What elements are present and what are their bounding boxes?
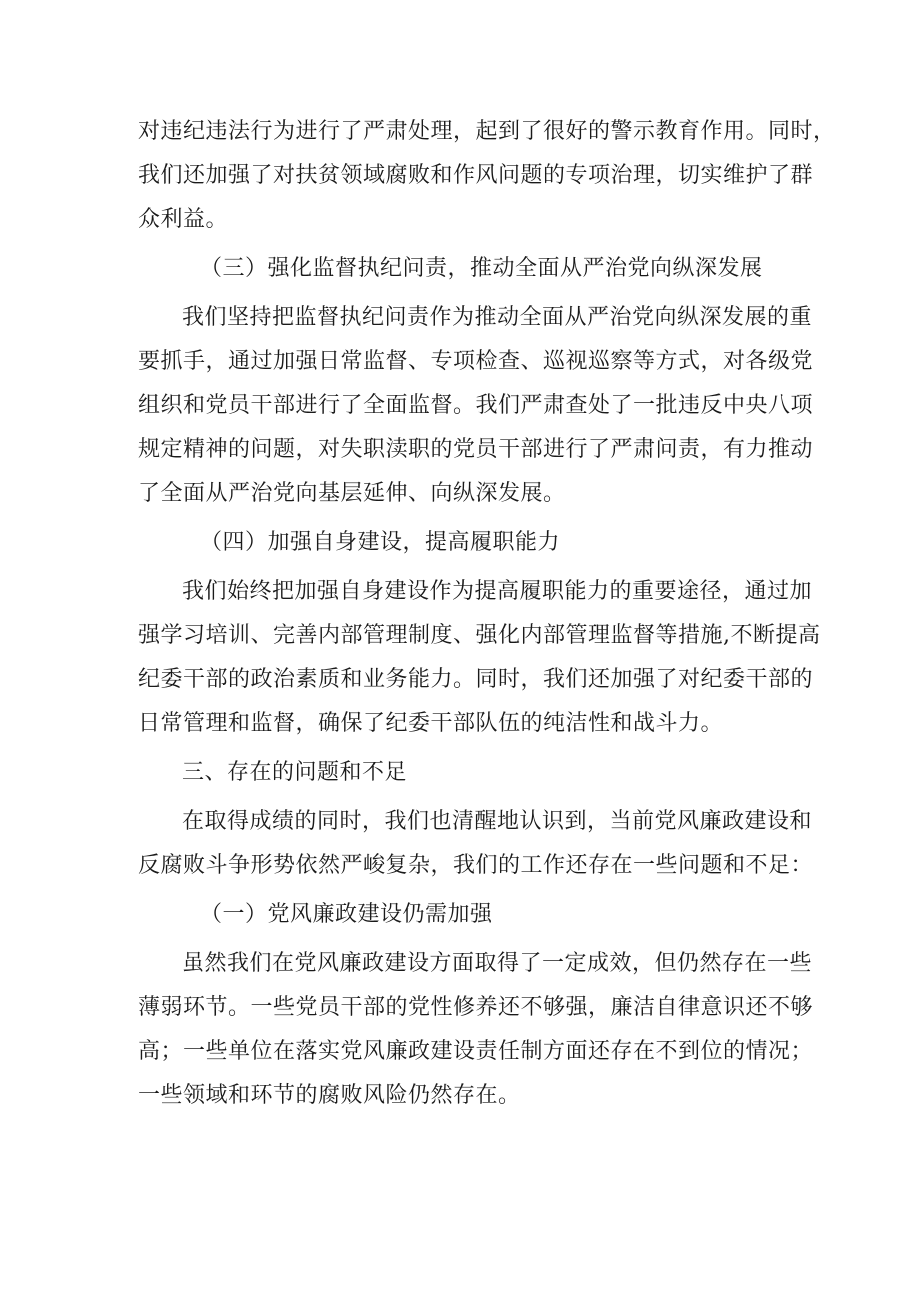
document-body	[138, 110, 836, 1118]
text-line: 我们还加强了对扶贫领域腐败和作风问题的专项治理，切实维护了群	[138, 163, 814, 188]
body-paragraph	[138, 942, 814, 1118]
text-line: 众利益。	[138, 207, 229, 232]
text-line: 对违纪违法行为进行了严肃处理，起到了很好的警示教育作用。同时，	[138, 119, 836, 144]
section-heading	[138, 751, 798, 795]
text-line: 薄弱环节。一些党员干部的党性修养还不够强，廉洁自律意识还不够	[138, 995, 814, 1020]
section-heading	[138, 521, 798, 565]
text-line: （三）强化监督执纪问责，推动全面从严治党向纵深发展	[200, 256, 763, 281]
text-line: 组织和党员干部进行了全面监督。我们严肃查处了一批违反中央八项	[138, 393, 814, 418]
text-line: 强学习培训、完善内部管理制度、强化内部管理监督等措施,不断提高	[138, 623, 821, 648]
text-line: 三、存在的问题和不足	[182, 760, 408, 785]
text-line: 纪委干部的政治素质和业务能力。同时，我们还加强了对纪委干部的	[138, 667, 814, 692]
text-line: 我们坚持把监督执纪问责作为推动全面从严治党向纵深发展的重	[182, 305, 813, 330]
text-line: （一）党风廉政建设仍需加强	[200, 902, 493, 927]
body-paragraph	[138, 800, 814, 888]
section-heading	[138, 247, 798, 291]
text-line: 在取得成绩的同时，我们也清醒地认识到，当前党风廉政建设和	[182, 809, 813, 834]
text-line: 高；一些单位在落实党风廉政建设责任制方面还存在不到位的情况；	[138, 1039, 814, 1064]
text-line: 我们始终把加强自身建设作为提高履职能力的重要途径，通过加	[182, 579, 813, 604]
text-line: 虽然我们在党风廉政建设方面取得了一定成效，但仍然存在一些	[182, 951, 813, 976]
body-paragraph	[138, 110, 836, 242]
text-line: 规定精神的问题，对失职渎职的党员干部进行了严肃问责，有力推动	[138, 437, 814, 462]
text-line: 反腐败斗争形势依然严峻复杂，我们的工作还存在一些问题和不足：	[138, 853, 814, 878]
body-paragraph	[138, 296, 814, 516]
text-line: 一些领域和环节的腐败风险仍然存在。	[138, 1083, 521, 1108]
section-heading	[138, 893, 798, 937]
text-line: （四）加强自身建设，提高履职能力	[200, 530, 561, 555]
text-line: 要抓手，通过加强日常监督、专项检查、巡视巡察等方式，对各级党	[138, 349, 814, 374]
text-line: 了全面从严治党向基层延伸、向纵深发展。	[138, 481, 566, 506]
body-paragraph	[138, 570, 821, 746]
text-line: 日常管理和监督，确保了纪委干部队伍的纯洁性和战斗力。	[138, 711, 724, 736]
